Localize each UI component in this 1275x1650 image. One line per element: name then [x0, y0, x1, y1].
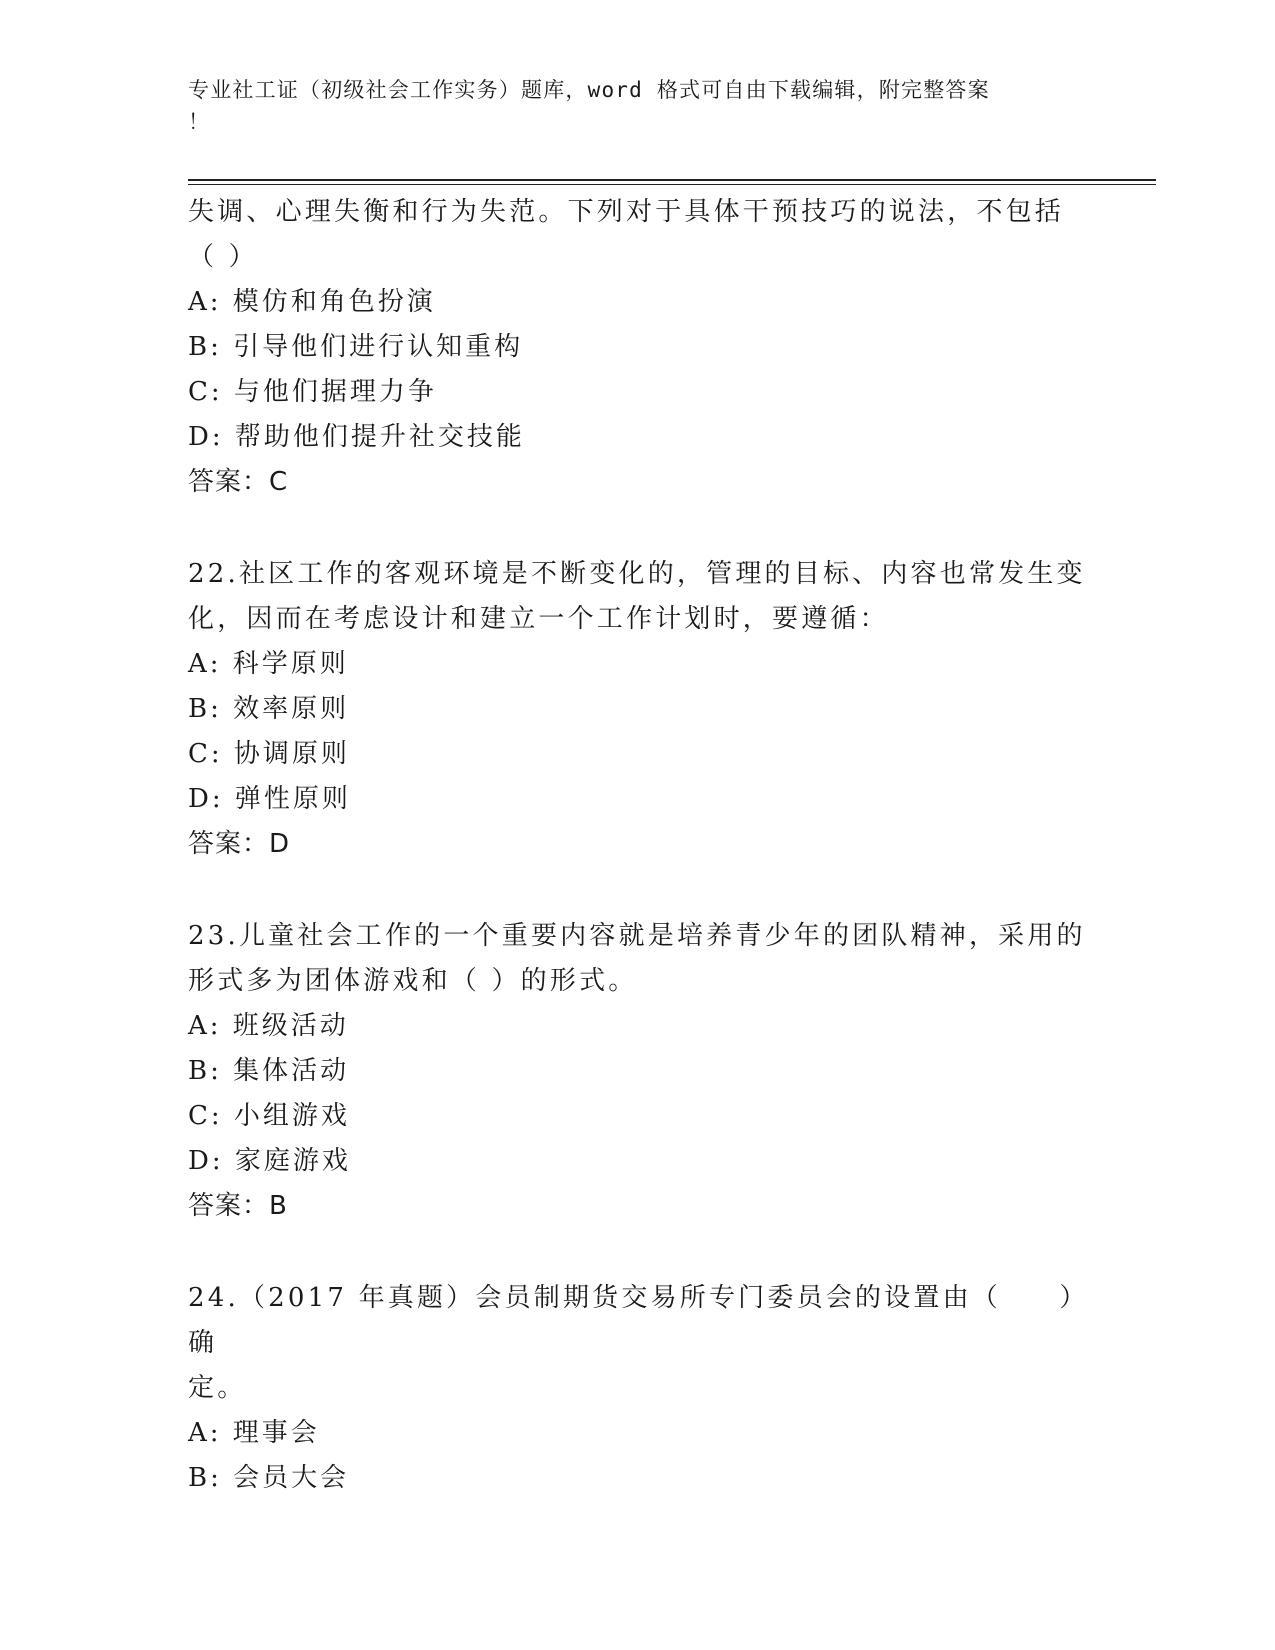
option-b: B: 集体活动 — [188, 1056, 350, 1086]
header-divider — [188, 179, 1156, 185]
answer-line: 答案：D — [188, 829, 291, 859]
question-stem-line: （ ） — [188, 242, 258, 272]
option-d: D: 帮助他们提升社交技能 — [188, 422, 525, 452]
option-a: A: 理事会 — [188, 1418, 320, 1448]
option-a: A: 科学原则 — [188, 649, 349, 679]
option-c: C: 与他们据理力争 — [188, 377, 437, 407]
question-block — [188, 190, 1088, 505]
question-list — [188, 190, 1088, 1501]
document-header — [188, 74, 1068, 138]
divider-thick — [188, 179, 1156, 181]
option-a: A: 班级活动 — [188, 1011, 349, 1041]
answer-line: 答案：B — [188, 1191, 288, 1221]
question-stem-line: 化，因而在考虑设计和建立一个工作计划时，要遵循： — [188, 604, 889, 634]
header-title: 专业社工证（初级社会工作实务）题库，word 格式可自由下载编辑，附完整答案 — [188, 78, 990, 102]
question-stem-line: 23.儿童社会工作的一个重要内容就是培养青少年的团队精神，采用的 — [188, 921, 1086, 951]
question-stem-line: 24.（2017 年真题）会员制期货交易所专门委员会的设置由（ ）确 — [188, 1283, 1076, 1358]
question-stem-line: 失调、心理失衡和行为失范。下列对于具体干预技巧的说法，不包括 — [188, 197, 1065, 227]
option-b: B: 会员大会 — [188, 1463, 350, 1493]
option-c: C: 协调原则 — [188, 739, 350, 769]
divider-thin — [188, 184, 1156, 185]
question-block — [188, 914, 1088, 1229]
question-stem-line: 定。 — [188, 1373, 247, 1403]
question-block — [188, 552, 1088, 867]
option-b: B: 引导他们进行认知重构 — [188, 332, 524, 362]
option-b: B: 效率原则 — [188, 694, 350, 724]
header-title-continuation: ！ — [188, 110, 211, 134]
question-stem-line: 形式多为团体游戏和（ ）的形式。 — [188, 966, 638, 996]
option-d: D: 家庭游戏 — [188, 1146, 351, 1176]
option-c: C: 小组游戏 — [188, 1101, 350, 1131]
question-stem-line: 22.社区工作的客观环境是不断变化的，管理的目标、内容也常发生变 — [188, 559, 1086, 589]
option-a: A: 模仿和角色扮演 — [188, 287, 436, 317]
answer-line: 答案：C — [188, 467, 289, 497]
option-d: D: 弹性原则 — [188, 784, 351, 814]
question-block — [188, 1276, 1088, 1501]
